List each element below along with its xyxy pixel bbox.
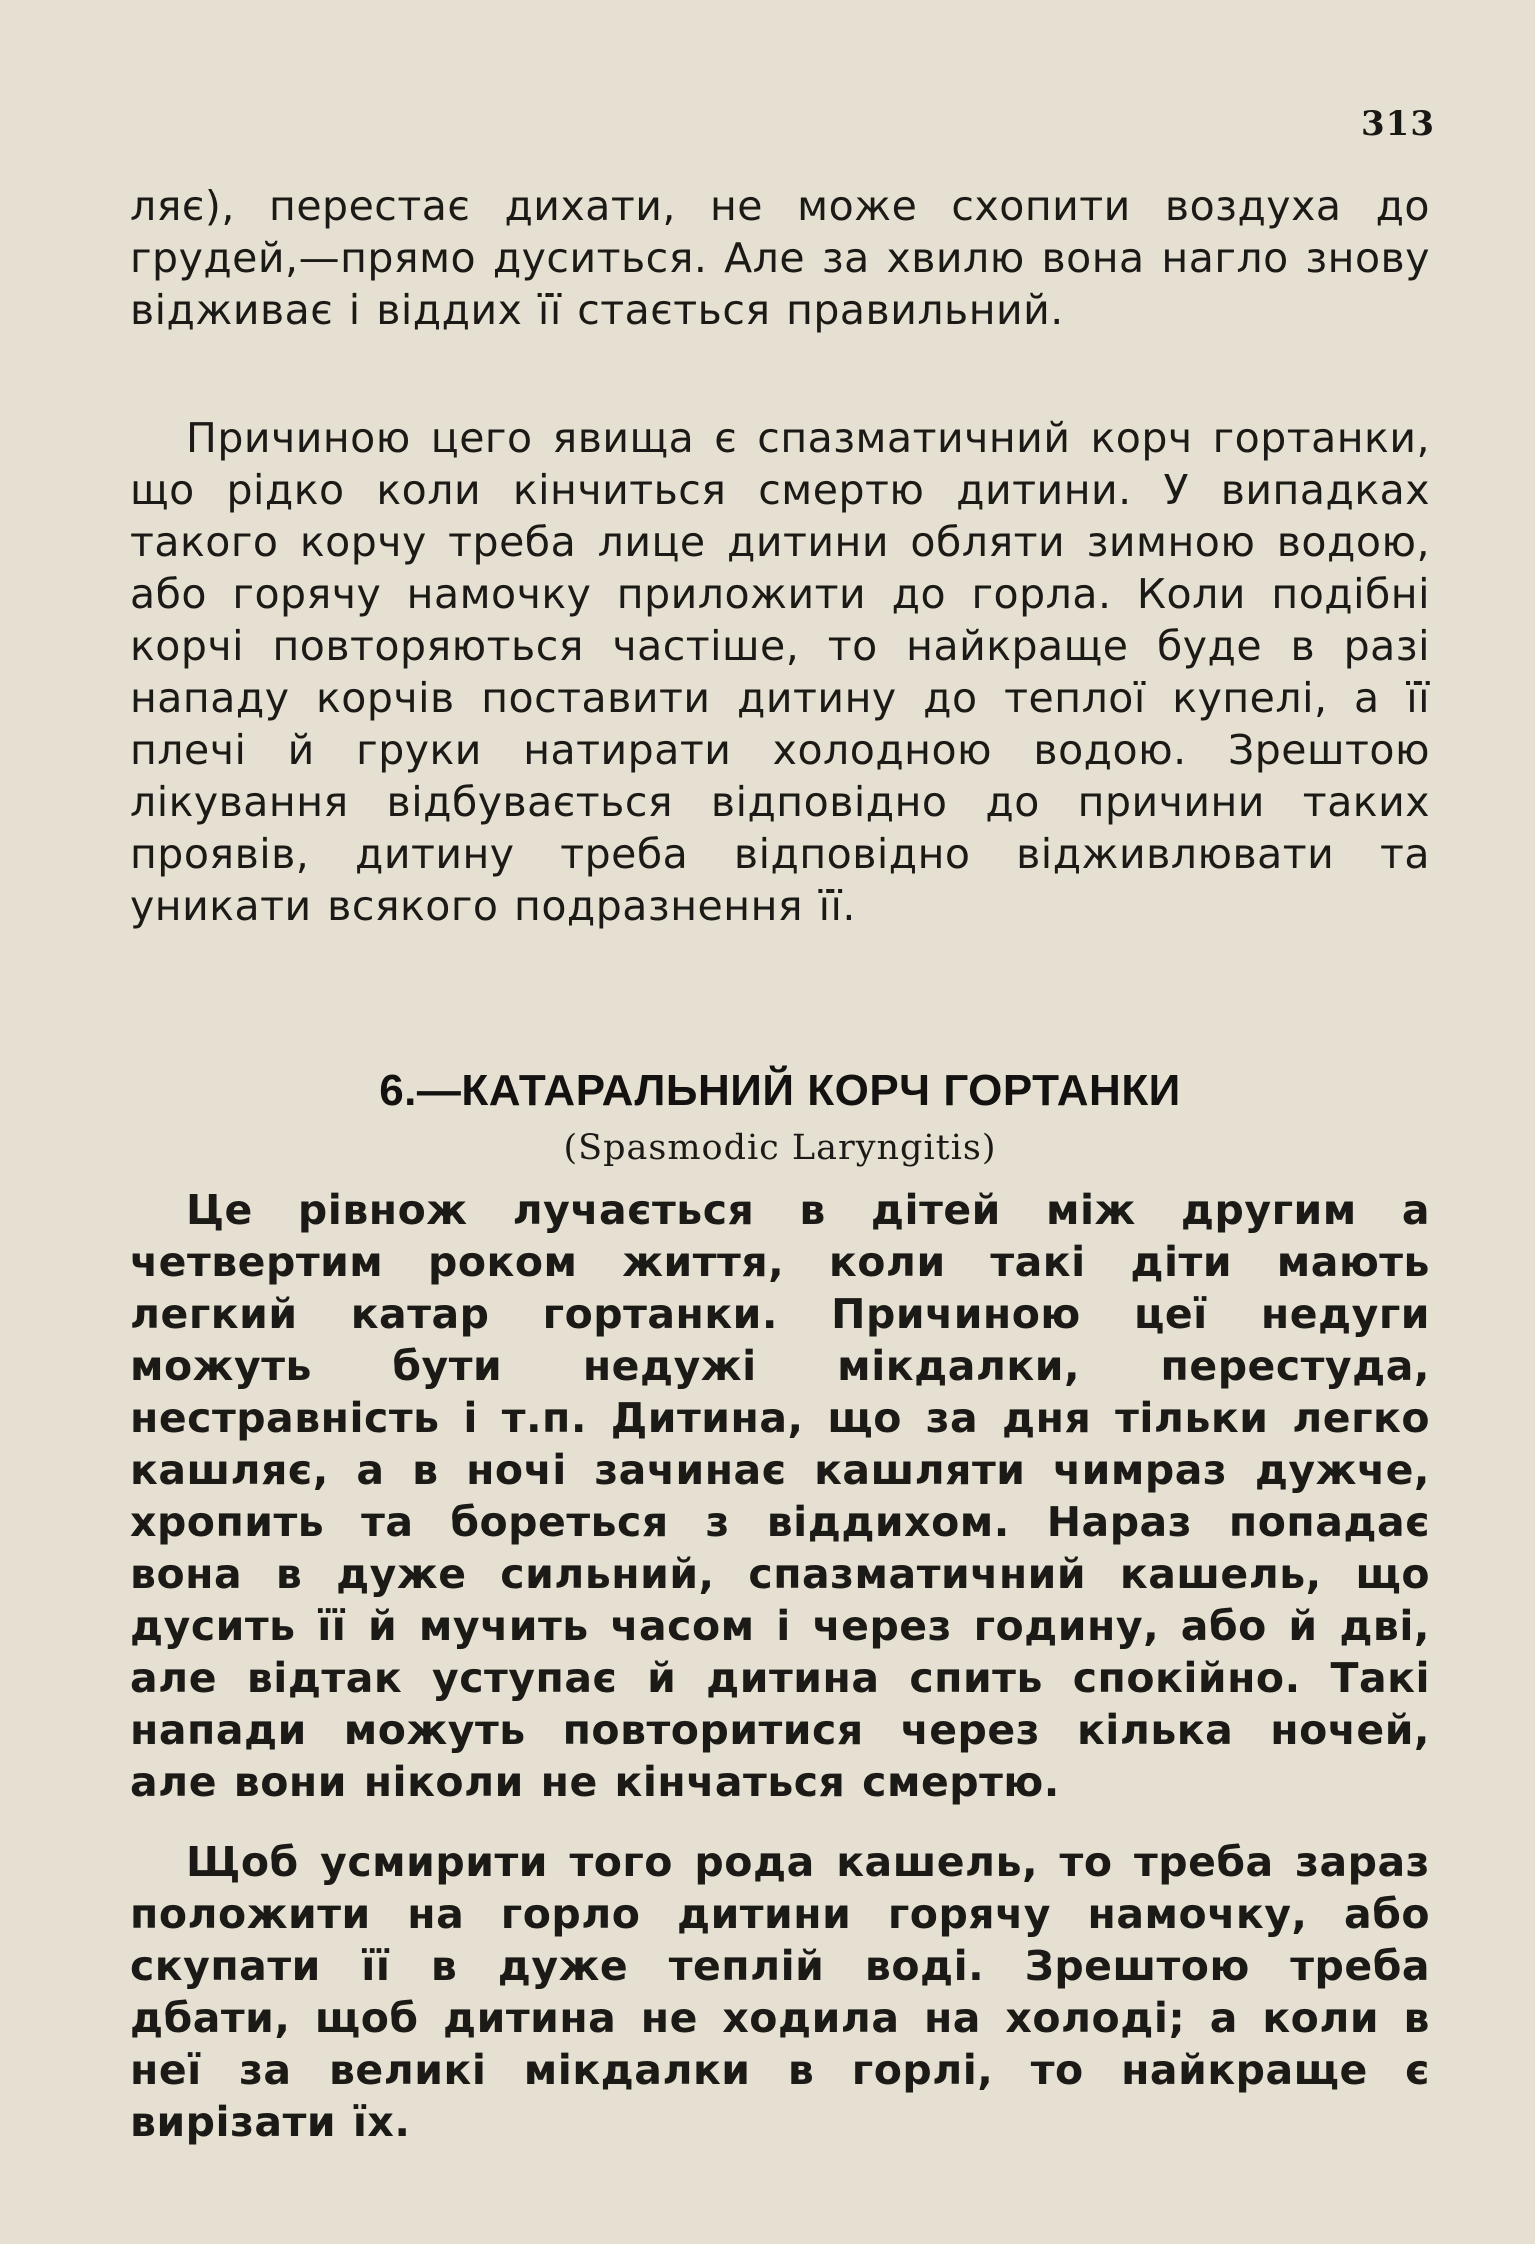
page-number: 313: [1361, 104, 1435, 144]
paragraph-text: ляє), перестає дихати, не може схопити воздуха до грудей,—прямо дуситься. Але за хвилю вона нагло знову відживає і віддих її стається правильний.: [130, 182, 1430, 334]
section-heading: 6.—КАТАРАЛЬНИЙ КОРЧ ГОРТАНКИ: [379, 1066, 1181, 1115]
paragraph-text: Щоб усмирити того рода кашель, то треба зараз положити на горло дитини горячу намочку, або скупати її в дуже теплій воді. Зрештою треба дбати, щоб дитина не ходила на холоді; а коли в неї за великі мікдалки в горлі, то найкраще є вирізати їх.: [130, 1838, 1430, 2146]
paragraph-remedy: [130, 1836, 1430, 2148]
paragraph-continuation: [130, 180, 1430, 336]
paragraph-treatment: [130, 412, 1430, 932]
paragraph-text: Причиною цего явища є спазматичний корч гортанки, що рідко коли кінчиться смертю дитини. У випадках такого корчу треба лице дитини обляти зимною водою, або горячу намочку приложити до горла. Коли подібні корчі повторяються частіше, то найкраще буде в разі нападу корчів поставити дитину до теплої купелі, а її плечі й груки натирати холодною водою. Зрештою лікування відбувається відповідно до причини таких проявів, дитину треба відповідно відживлювати та уникати всякого подразнення її.: [130, 414, 1430, 930]
paragraph-text: Це рівнож лучається в дітей між другим а четвертим роком життя, коли такі діти мають легкий катар гортанки. Причиною цеї недуги можуть бути недужі мікдалки, перестуда, нестравність і т.п. Дитина, що за дня тільки легко кашляє, а в ночі зачинає кашляти чимраз дужче, хропить та бореться з віддихом. Нараз попадає вона в дуже сильний, спазматичний кашель, що дусить її й мучить часом і через годину, або й дві, але відтак уступає й дитина спить спокійно. Такі напади можуть повторитися через кілька ночей, але вони ніколи не кінчаться смертю.: [130, 1186, 1430, 1806]
paragraph-description: [130, 1184, 1430, 1808]
section-subtitle: (Spasmodic Laryngitis): [563, 1128, 997, 1168]
